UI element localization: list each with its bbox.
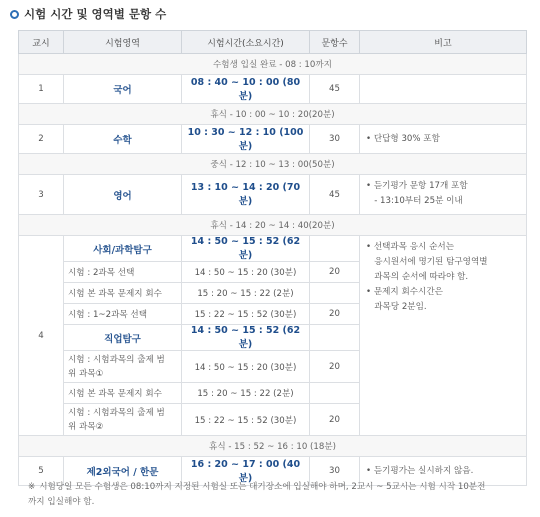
note-cell: [360, 75, 527, 104]
time-cell: 14 : 50 ~ 15 : 52 (62분): [182, 325, 310, 351]
break-row: 휴식 - 14 : 20 ~ 14 : 40(20분): [19, 215, 527, 236]
note-cell: • 듣기평가는 실시하지 않음.: [360, 457, 527, 486]
subject-cell: 국어: [64, 75, 182, 104]
count-cell: 20: [310, 404, 360, 436]
time-cell: 15 : 22 ~ 15 : 52 (30분): [182, 304, 310, 325]
note-cell: • 선택과목 응시 순서는 응시원서에 명기된 탐구영역별 과목의 순서에 따라야 함. • 문제지 회수시간은 과목당 2분임.: [360, 236, 527, 436]
time-cell: 08 : 40 ~ 10 : 00 (80분): [182, 75, 310, 104]
page-title: 시험 시간 및 영역별 문항 수: [24, 7, 167, 21]
sub-row-label: 시험 본 과목 문제지 회수: [64, 383, 182, 404]
sub-row-label: 시험 : 1~2과목 선택: [64, 304, 182, 325]
break-row: 휴식 - 10 : 00 ~ 10 : 20(20분): [19, 104, 527, 125]
table-header-row: [19, 31, 527, 54]
count-cell: [310, 383, 360, 404]
time-cell: 13 : 10 ~ 14 : 20 (70분): [182, 175, 310, 215]
period-number: 2: [19, 125, 64, 154]
header-subject: 시험영역: [64, 31, 182, 54]
count-cell: [310, 283, 360, 304]
subject-cell: 제2외국어 / 한문: [64, 457, 182, 486]
time-cell: 16 : 20 ~ 17 : 00 (40분): [182, 457, 310, 486]
lunch-row: 중식 - 12 : 10 ~ 13 : 00(50분): [19, 154, 527, 175]
time-cell: 14 : 50 ~ 15 : 52 (62분): [182, 236, 310, 262]
note-cell: • 단답형 30% 포함: [360, 125, 527, 154]
time-cell: 15 : 20 ~ 15 : 22 (2분): [182, 283, 310, 304]
period-number: 4: [19, 236, 64, 436]
time-cell: 14 : 50 ~ 15 : 20 (30분): [182, 262, 310, 283]
period-number: 3: [19, 175, 64, 215]
count-cell: 30: [310, 457, 360, 486]
header-count: 문항수: [310, 31, 360, 54]
sub-row-label: 시험 : 시험과목의 출제 범 위 과목②: [64, 404, 182, 436]
count-cell: [310, 325, 360, 351]
time-cell: 14 : 50 ~ 15 : 20 (30분): [182, 351, 310, 383]
footnote-mark: ※: [28, 482, 36, 492]
subject-cell: 수학: [64, 125, 182, 154]
sub-row-label: 시험 : 2과목 선택: [64, 262, 182, 283]
count-cell: 45: [310, 175, 360, 215]
time-cell: 15 : 20 ~ 15 : 22 (2분): [182, 383, 310, 404]
note-cell: • 듣기평가 문항 17개 포함 - 13:10부터 25분 이내: [360, 175, 527, 215]
entry-row: 수험생 입실 완료 - 08 : 10까지: [19, 54, 527, 75]
section-title: [10, 6, 166, 22]
subject-cell: 영어: [64, 175, 182, 215]
header-period: 교시: [19, 31, 64, 54]
sub-row-label: 시험 : 시험과목의 출제 범 위 과목①: [64, 351, 182, 383]
footnote-line-2: 까지 입실해야 함.: [28, 497, 95, 507]
footnote-line-1: 시험당일 모든 수험생은 08:10까지 지정된 시험실 또는 대기장소에 입실해야 하며, 2교시 ~ 5교시는 시험 시작 10분전: [39, 482, 486, 492]
subject-cell: 사회/과학탐구: [64, 236, 182, 262]
sub-row-label: 시험 본 과목 문제지 회수: [64, 283, 182, 304]
subject-cell: 직업탐구: [64, 325, 182, 351]
footnote: [28, 480, 528, 510]
period-number: 1: [19, 75, 64, 104]
time-cell: 10 : 30 ~ 12 : 10 (100분): [182, 125, 310, 154]
header-note: 비고: [360, 31, 527, 54]
header-time: 시험시간(소요시간): [182, 31, 310, 54]
break-row: 휴식 - 15 : 52 ~ 16 : 10 (18분): [19, 436, 527, 457]
count-cell: 45: [310, 75, 360, 104]
count-cell: [310, 236, 360, 262]
exam-schedule-table: [18, 30, 527, 486]
count-cell: 30: [310, 125, 360, 154]
time-cell: 15 : 22 ~ 15 : 52 (30분): [182, 404, 310, 436]
count-cell: 20: [310, 304, 360, 325]
period-number: 5: [19, 457, 64, 486]
count-cell: 20: [310, 262, 360, 283]
title-bullet-icon: [10, 10, 19, 19]
count-cell: 20: [310, 351, 360, 383]
